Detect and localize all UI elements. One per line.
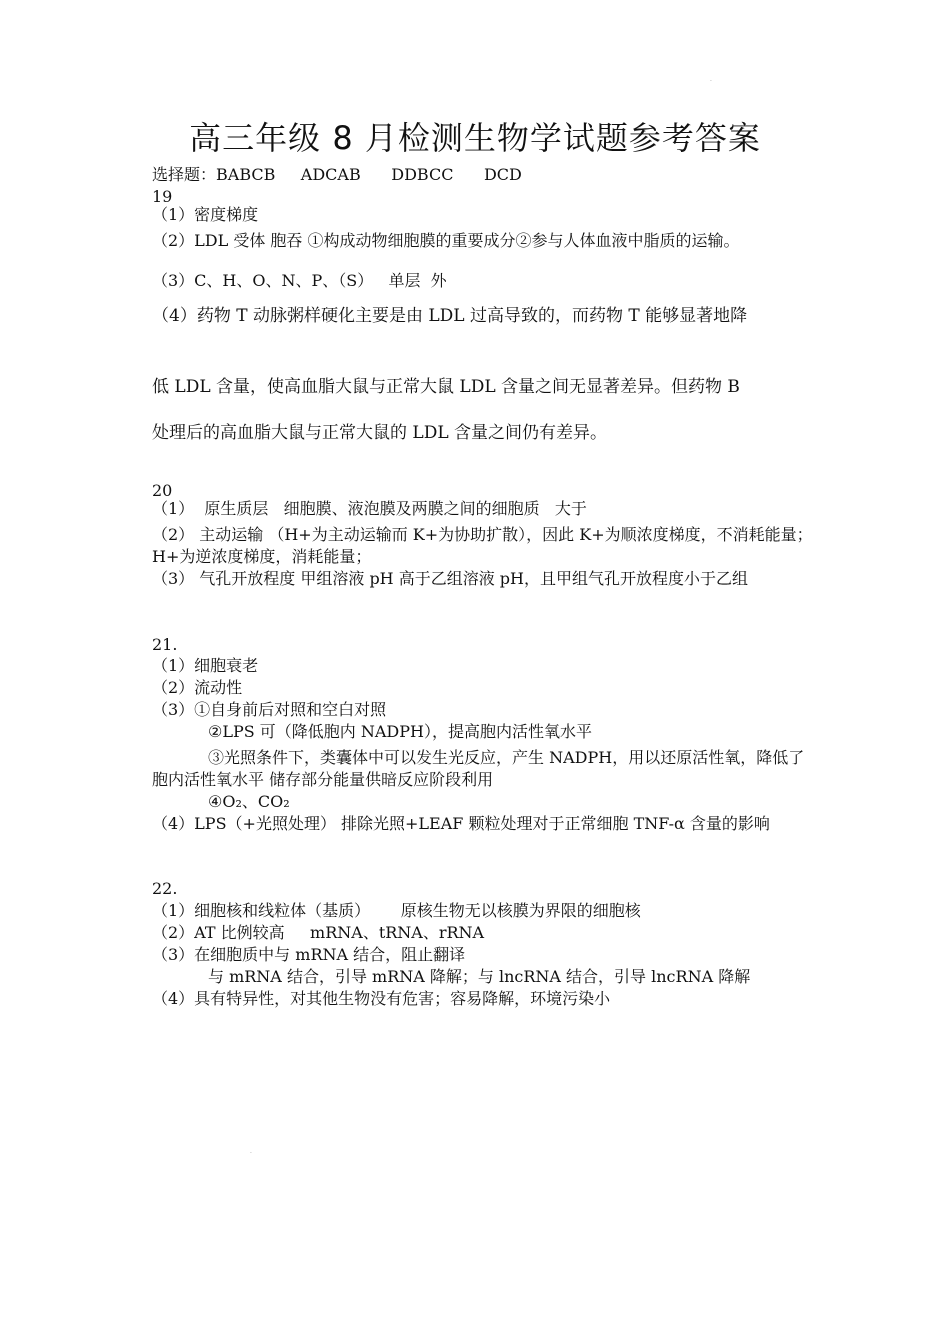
q21-answer-4: （4）LPS（+光照处理） 排除光照+LEAF 颗粒处理对于正常细胞 TNF-α 含量的影响 bbox=[152, 814, 770, 833]
q22-answer-2: （2）AT 比例较高 mRNA、tRNA、rRNA bbox=[152, 923, 485, 942]
q20-answer-2: （2） 主动运输 （H+为主动运输而 K+为协助扩散），因此 K+为顺浓度梯度，不消耗能量；H+为逆浓度梯度，消耗能量； bbox=[152, 525, 813, 566]
q19-number: 19 bbox=[152, 187, 173, 206]
q21-number: 21. bbox=[152, 635, 178, 654]
q20-answer-1: （1） 原生质层 细胞膜、液泡膜及两膜之间的细胞质 大于 bbox=[152, 499, 587, 518]
q19-answer-4-line-2: 低 LDL 含量，使高血脂大鼠与正常大鼠 LDL 含量之间无显著差异。但药物 B bbox=[152, 377, 740, 397]
q19-answer-4-line-1: （4）药物 T 动脉粥样硬化主要是由 LDL 过高导致的，而药物 T 能够显著地降 bbox=[152, 306, 748, 326]
q21-answer-3-item-3: ③光照条件下，类囊体中可以发生光反应，产生 NADPH，用以还原活性氧，降低了胞内活性氧水平 储存部分能量供暗反应阶段利用 bbox=[152, 748, 805, 789]
choice-answers: 选择题：BABCB ADCAB DDBCC DCD bbox=[152, 165, 522, 184]
q19-answer-3: （3）C、H、O、N、P、（S） 单层 外 bbox=[152, 271, 447, 290]
q22-answer-4: （4）具有特异性，对其他生物没有危害；容易降解，环境污染小 bbox=[152, 989, 611, 1008]
q22-number: 22. bbox=[152, 879, 178, 898]
q21-answer-2: （2）流动性 bbox=[152, 678, 243, 697]
q19-answer-1: （1）密度梯度 bbox=[152, 205, 259, 224]
q21-answer-1: （1）细胞衰老 bbox=[152, 656, 259, 675]
q19-answer-4-line-3: 处理后的高血脂大鼠与正常大鼠的 LDL 含量之间仍有差异。 bbox=[152, 423, 608, 443]
q21-answer-3: （3）①自身前后对照和空白对照 bbox=[152, 700, 387, 719]
q22-answer-3: （3）在细胞质中与 mRNA 结合，阻止翻译 bbox=[152, 945, 466, 964]
corner-mark: · bbox=[710, 78, 712, 85]
q21-answer-3-item-4: ④O₂、CO₂ bbox=[208, 792, 290, 811]
page-title: 高三年级 8 月检测生物学试题参考答案 bbox=[189, 119, 761, 157]
q22-answer-1: （1）细胞核和线粒体（基质） 原核生物无以核膜为界限的细胞核 bbox=[152, 901, 641, 920]
q20-number: 20 bbox=[152, 481, 173, 500]
q19-answer-2: （2）LDL 受体 胞吞 ①构成动物细胞膜的重要成分②参与人体血液中脂质的运输。 bbox=[152, 231, 740, 250]
q21-answer-3-item-2: ②LPS 可（降低胞内 NADPH），提高胞内活性氧水平 bbox=[208, 722, 592, 741]
footer-mark: · bbox=[250, 1150, 252, 1157]
q20-answer-3: （3） 气孔开放程度 甲组溶液 pH 高于乙组溶液 pH，且甲组气孔开放程度小于乙组 bbox=[152, 569, 749, 588]
q22-answer-3-item-2: 与 mRNA 结合，引导 mRNA 降解；与 lncRNA 结合，引导 lncRNA 降解 bbox=[208, 967, 751, 986]
